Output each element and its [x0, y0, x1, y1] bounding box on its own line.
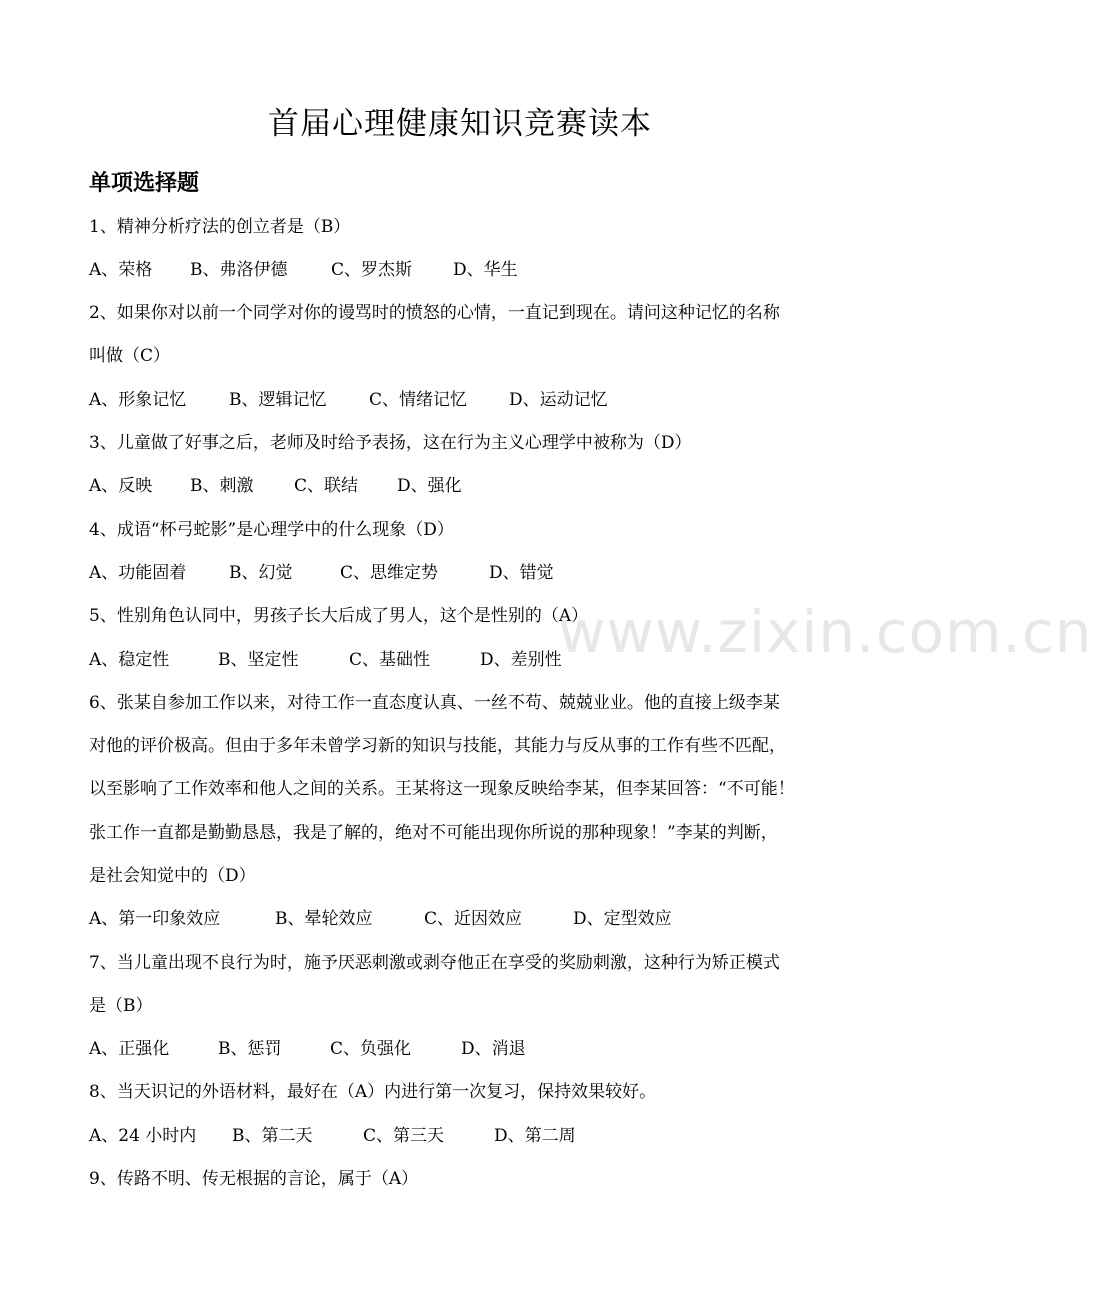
question-2-line-1: 2、如果你对以前一个同学对你的谩骂时的愤怒的心情，一直记到现在。请问这种记忆的名称 — [89, 303, 780, 323]
option-c: C、思维定势 — [340, 563, 439, 583]
question-2-line-2: 叫做（C） — [89, 346, 171, 366]
document-title: 首届心理健康知识竞赛读本 — [268, 106, 652, 142]
option-a: A、荣格 — [89, 260, 153, 280]
option-c: C、罗杰斯 — [331, 260, 413, 280]
question-6-line-2: 对他的评价极高。但由于多年未曾学习新的知识与技能，其能力与反从事的工作有些不匹配， — [89, 736, 786, 756]
option-a: A、正强化 — [89, 1039, 170, 1059]
question-7-line-1: 7、当儿童出现不良行为时，施予厌恶刺激或剥夺他正在享受的奖励刺激，这种行为矫正模式 — [89, 953, 780, 973]
question-9: 9、传路不明、传无根据的言论，属于（A） — [89, 1169, 419, 1189]
question-6-line-4: 张工作一直都是勤勤恳恳，我是了解的，绝对不可能出现你所说的那种现象！”李某的判断， — [89, 823, 778, 843]
option-b: B、逻辑记忆 — [229, 390, 327, 410]
option-b: B、幻觉 — [229, 563, 293, 583]
option-b: B、刺激 — [190, 476, 254, 496]
option-c: C、联结 — [294, 476, 359, 496]
option-d: D、差别性 — [480, 650, 562, 670]
question-3: 3、儿童做了好事之后，老师及时给予表扬，这在行为主义心理学中被称为（D） — [89, 433, 692, 453]
option-a: A、第一印象效应 — [89, 909, 221, 929]
question-7-line-2: 是（B） — [89, 996, 153, 1016]
question-4: 4、成语“杯弓蛇影”是心理学中的什么现象（D） — [89, 520, 454, 540]
option-c: C、近因效应 — [424, 909, 523, 929]
option-d: D、定型效应 — [573, 909, 672, 929]
option-d: D、错觉 — [489, 563, 554, 583]
question-8: 8、当天识记的外语材料，最好在（A）内进行第一次复习，保持效果较好。 — [89, 1082, 657, 1102]
question-6-line-1: 6、张某自参加工作以来，对待工作一直态度认真、一丝不苟、兢兢业业。他的直接上级李某 — [89, 693, 780, 713]
option-a: A、24 小时内 — [89, 1126, 197, 1146]
option-a: A、反映 — [89, 476, 153, 496]
question-6-line-5: 是社会知觉中的（D） — [89, 866, 256, 886]
option-b: B、惩罚 — [218, 1039, 282, 1059]
option-b: B、坚定性 — [218, 650, 299, 670]
option-d: D、强化 — [397, 476, 462, 496]
section-heading: 单项选择题 — [89, 171, 200, 196]
option-a: A、形象记忆 — [89, 390, 187, 410]
option-c: C、负强化 — [330, 1039, 412, 1059]
option-d: D、运动记忆 — [509, 390, 608, 410]
question-5: 5、性别角色认同中，男孩子长大后成了男人，这个是性别的（A） — [89, 606, 589, 626]
option-b: B、第二天 — [232, 1126, 313, 1146]
question-6-line-3: 以至影响了工作效率和他人之间的关系。王某将这一现象反映给李某，但李某回答：“不可能！ — [89, 779, 795, 799]
option-c: C、情绪记忆 — [369, 390, 468, 410]
option-d: D、华生 — [453, 260, 518, 280]
question-1: 1、精神分析疗法的创立者是（B） — [89, 217, 351, 237]
option-b: B、晕轮效应 — [275, 909, 373, 929]
option-c: C、第三天 — [363, 1126, 445, 1146]
option-d: D、消退 — [461, 1039, 526, 1059]
option-b: B、弗洛伊德 — [190, 260, 288, 280]
option-a: A、稳定性 — [89, 650, 170, 670]
option-c: C、基础性 — [349, 650, 431, 670]
option-a: A、功能固着 — [89, 563, 187, 583]
option-d: D、第二周 — [494, 1126, 576, 1146]
watermark: www.zixin.com.cn — [558, 598, 1093, 666]
